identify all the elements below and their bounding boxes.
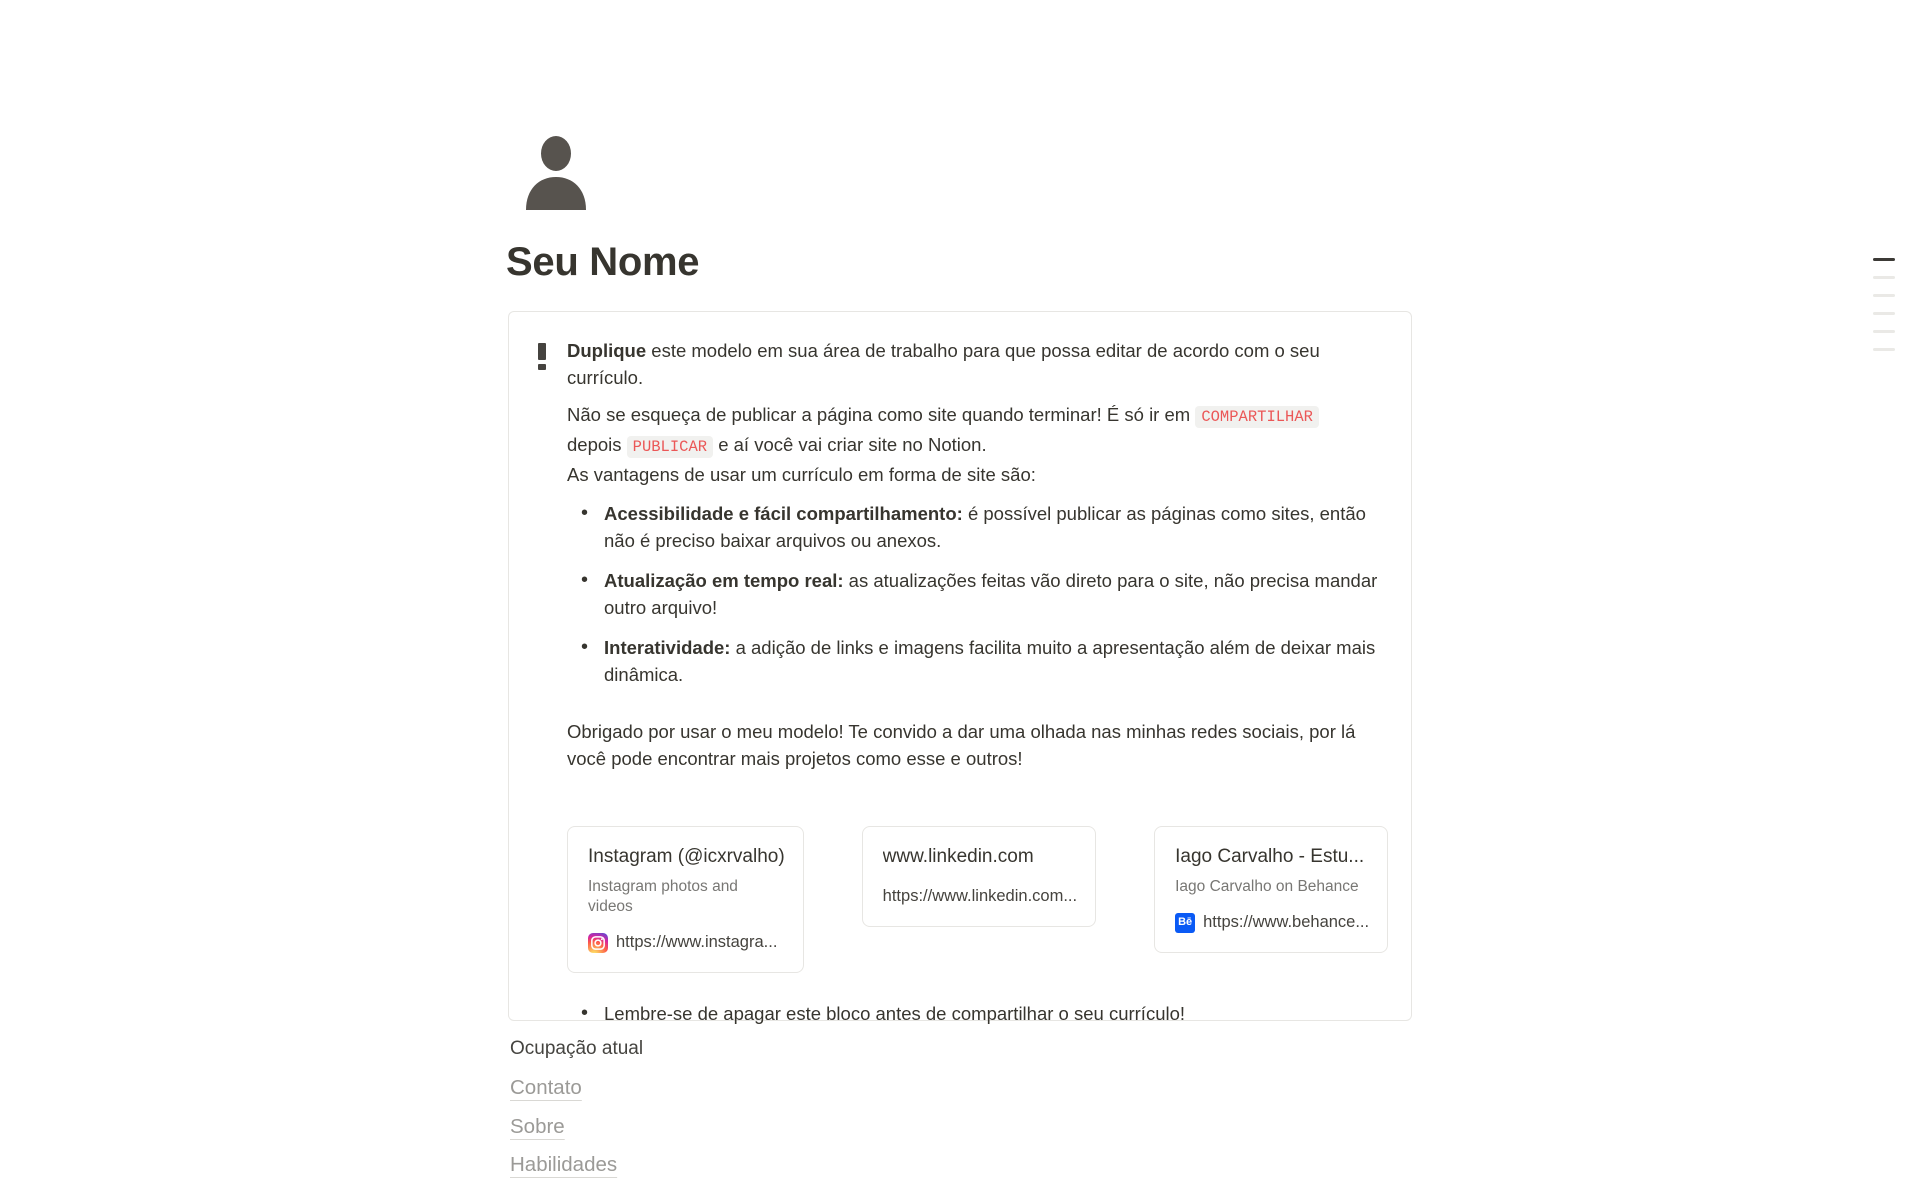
social-link-cards xyxy=(567,826,1387,973)
duplicate-instruction-rest: este modelo em sua área de trabalho para que possa editar de acordo com o seu currículo. xyxy=(567,340,1320,388)
card-url: https://www.instagra... xyxy=(616,933,778,951)
toc-dash[interactable] xyxy=(1873,348,1895,351)
person-icon xyxy=(521,136,591,210)
instagram-link-card[interactable] xyxy=(567,826,804,973)
linkedin-link-card[interactable] xyxy=(862,826,1096,927)
advantage-1-bold: Acessibilidade e fácil compartilhamento: xyxy=(604,503,963,524)
instructions-callout xyxy=(508,311,1412,1024)
table-of-contents xyxy=(1873,258,1895,366)
publish-instruction-part1: Não se esqueça de publicar a página como site quando terminar! É só ir em xyxy=(567,404,1196,425)
list-item xyxy=(567,634,1387,688)
publish-instruction-part2: depois xyxy=(567,434,627,455)
behance-link-card[interactable] xyxy=(1154,826,1388,953)
advantages-list xyxy=(567,500,1387,688)
advantage-1-text: é possível publicar as páginas como sites, então não é preciso baixar arquivos ou anexos. xyxy=(604,503,1366,551)
section-heading-contato[interactable]: Contato xyxy=(510,1076,582,1099)
toc-dash[interactable] xyxy=(1873,276,1895,279)
toc-dash[interactable] xyxy=(1873,330,1895,333)
card-description: Instagram photos and videos xyxy=(588,878,738,915)
card-description: Iago Carvalho on Behance xyxy=(1175,878,1359,895)
section-heading-habilidades[interactable]: Habilidades xyxy=(510,1153,618,1176)
exclamation-icon xyxy=(538,343,546,370)
section-heading-sobre[interactable]: Sobre xyxy=(510,1115,565,1138)
delete-block-reminder: • Lembre-se de apagar este bloco antes de compartilhar o seu currículo! xyxy=(567,1000,1387,1027)
list-item xyxy=(567,567,1387,621)
card-url: https://www.linkedin.com... xyxy=(882,887,1078,905)
publish-code-badge: PUBLICAR xyxy=(627,436,713,458)
card-title: Instagram (@icxrvalho) xyxy=(588,846,785,867)
page-title: Seu Nome xyxy=(506,240,700,284)
toc-dash[interactable] xyxy=(1873,258,1895,261)
advantage-2-bold: Atualização em tempo real: xyxy=(604,570,844,591)
share-code-badge: COMPARTILHAR xyxy=(1195,406,1319,428)
publish-instruction-part3: e aí você vai criar site no Notion. xyxy=(713,434,987,455)
behance-icon: Bē xyxy=(1175,913,1195,933)
duplicate-instruction xyxy=(567,337,1387,391)
thanks-paragraph: Obrigado por usar o meu modelo! Te convido a dar uma olhada nas minhas redes sociais, por lá você pode encontrar mais projetos como esse e outros! xyxy=(567,721,1356,769)
advantages-intro: As vantagens de usar um currículo em forma de site são: xyxy=(567,464,1036,485)
toc-dash[interactable] xyxy=(1873,312,1895,315)
list-item xyxy=(567,500,1387,554)
instagram-icon xyxy=(588,933,608,953)
page-avatar[interactable] xyxy=(521,136,591,210)
occupation-text: Ocupação atual xyxy=(510,1038,644,1059)
toc-dash[interactable] xyxy=(1873,294,1895,297)
card-title: www.linkedin.com xyxy=(882,846,1034,867)
advantage-2-text: as atualizações feitas vão direto para o site, não precisa mandar outro arquivo! xyxy=(604,570,1378,618)
advantage-3-text: a adição de links e imagens facilita muito a apresentação além de deixar mais dinâmica. xyxy=(604,637,1376,685)
duplicate-instruction-bold: Duplique xyxy=(567,340,647,361)
advantage-3-bold: Interatividade: xyxy=(604,637,731,658)
publish-instruction xyxy=(567,401,1387,488)
card-url: https://www.behance... xyxy=(1203,913,1370,931)
card-title: Iago Carvalho - Estu... xyxy=(1175,846,1365,867)
